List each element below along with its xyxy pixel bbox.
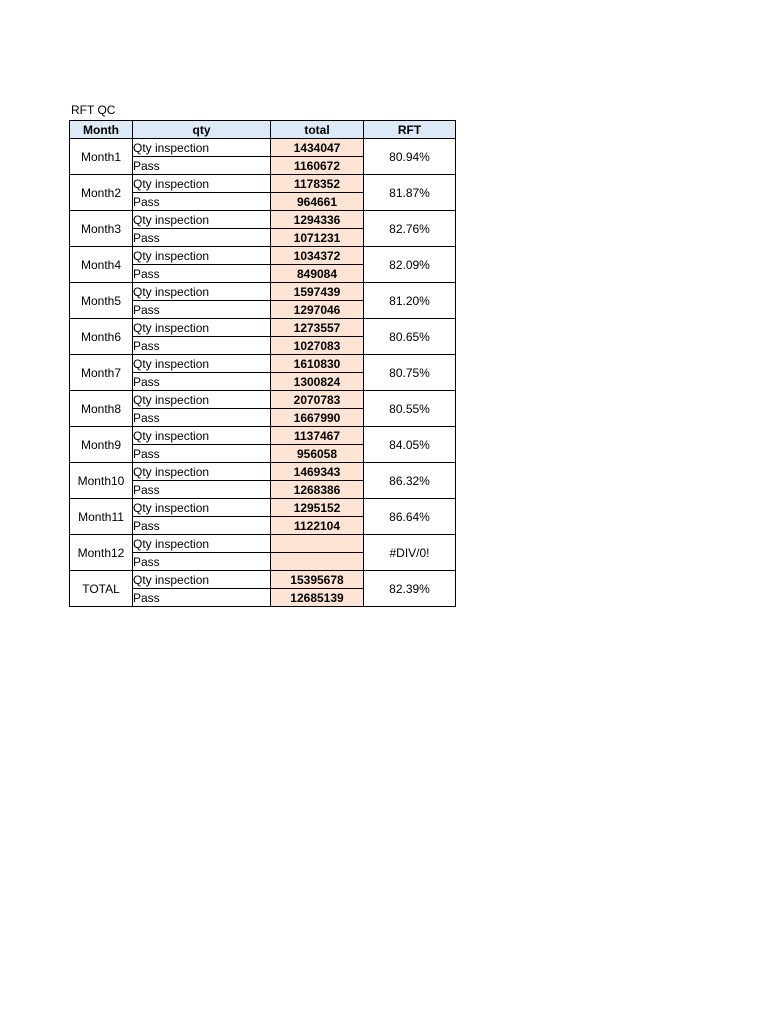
table-row bbox=[70, 319, 456, 337]
cell-rft[interactable]: 82.76% bbox=[364, 211, 456, 247]
cell-pass-label[interactable]: Pass bbox=[133, 301, 271, 319]
cell-rft[interactable]: 80.94% bbox=[364, 139, 456, 175]
cell-qty-total[interactable]: 1597439 bbox=[271, 283, 364, 301]
cell-pass-total[interactable]: 1667990 bbox=[271, 409, 364, 427]
cell-month[interactable]: Month7 bbox=[70, 355, 133, 391]
cell-pass-total[interactable]: 849084 bbox=[271, 265, 364, 283]
cell-qty-label[interactable]: Qty inspection bbox=[133, 427, 271, 445]
cell-rft[interactable]: 84.05% bbox=[364, 427, 456, 463]
table-row bbox=[70, 499, 456, 517]
cell-pass-total[interactable] bbox=[271, 553, 364, 571]
header-month[interactable]: Month bbox=[70, 121, 133, 139]
cell-pass-total[interactable]: 1071231 bbox=[271, 229, 364, 247]
cell-qty-label[interactable]: Qty inspection bbox=[133, 535, 271, 553]
cell-rft[interactable]: 86.64% bbox=[364, 499, 456, 535]
table-row bbox=[70, 535, 456, 553]
cell-rft[interactable]: 80.55% bbox=[364, 391, 456, 427]
cell-pass-total[interactable]: 1297046 bbox=[271, 301, 364, 319]
cell-pass-label[interactable]: Pass bbox=[133, 337, 271, 355]
cell-rft[interactable]: 81.20% bbox=[364, 283, 456, 319]
cell-pass-total[interactable]: 12685139 bbox=[271, 589, 364, 607]
cell-qty-label[interactable]: Qty inspection bbox=[133, 463, 271, 481]
cell-qty-total[interactable]: 1273557 bbox=[271, 319, 364, 337]
header-qty[interactable]: qty bbox=[133, 121, 271, 139]
cell-pass-label[interactable]: Pass bbox=[133, 589, 271, 607]
header-rft[interactable]: RFT bbox=[364, 121, 456, 139]
cell-month[interactable]: Month10 bbox=[70, 463, 133, 499]
cell-month[interactable]: Month11 bbox=[70, 499, 133, 535]
sheet-title: RFT QC bbox=[71, 103, 116, 117]
cell-qty-label[interactable]: Qty inspection bbox=[133, 571, 271, 589]
cell-rft[interactable]: 80.65% bbox=[364, 319, 456, 355]
cell-pass-label[interactable]: Pass bbox=[133, 517, 271, 535]
table-row bbox=[70, 355, 456, 373]
cell-pass-label[interactable]: Pass bbox=[133, 265, 271, 283]
cell-qty-label[interactable]: Qty inspection bbox=[133, 175, 271, 193]
cell-pass-label[interactable]: Pass bbox=[133, 481, 271, 499]
header-row bbox=[70, 121, 456, 139]
cell-month[interactable]: Month2 bbox=[70, 175, 133, 211]
cell-qty-total[interactable]: 2070783 bbox=[271, 391, 364, 409]
table-row bbox=[70, 247, 456, 265]
header-total[interactable]: total bbox=[271, 121, 364, 139]
cell-month[interactable]: Month9 bbox=[70, 427, 133, 463]
cell-month[interactable]: Month1 bbox=[70, 139, 133, 175]
table-body bbox=[70, 139, 456, 607]
table-row bbox=[70, 391, 456, 409]
table-row bbox=[70, 427, 456, 445]
cell-pass-label[interactable]: Pass bbox=[133, 157, 271, 175]
cell-pass-total[interactable]: 956058 bbox=[271, 445, 364, 463]
cell-qty-total[interactable]: 1178352 bbox=[271, 175, 364, 193]
cell-pass-label[interactable]: Pass bbox=[133, 229, 271, 247]
cell-pass-label[interactable]: Pass bbox=[133, 193, 271, 211]
cell-qty-total[interactable]: 15395678 bbox=[271, 571, 364, 589]
cell-rft[interactable]: 81.87% bbox=[364, 175, 456, 211]
table-row bbox=[70, 283, 456, 301]
cell-rft[interactable]: 86.32% bbox=[364, 463, 456, 499]
cell-qty-total[interactable]: 1137467 bbox=[271, 427, 364, 445]
cell-rft[interactable]: 82.39% bbox=[364, 571, 456, 607]
table-row bbox=[70, 175, 456, 193]
cell-month[interactable]: Month6 bbox=[70, 319, 133, 355]
cell-rft[interactable]: 82.09% bbox=[364, 247, 456, 283]
cell-month[interactable]: TOTAL bbox=[70, 571, 133, 607]
cell-pass-total[interactable]: 1268386 bbox=[271, 481, 364, 499]
cell-qty-label[interactable]: Qty inspection bbox=[133, 247, 271, 265]
cell-rft[interactable]: 80.75% bbox=[364, 355, 456, 391]
cell-month[interactable]: Month3 bbox=[70, 211, 133, 247]
table-row bbox=[70, 463, 456, 481]
cell-qty-total[interactable]: 1294336 bbox=[271, 211, 364, 229]
cell-pass-total[interactable]: 1160672 bbox=[271, 157, 364, 175]
cell-pass-label[interactable]: Pass bbox=[133, 409, 271, 427]
cell-qty-label[interactable]: Qty inspection bbox=[133, 139, 271, 157]
table-row bbox=[70, 571, 456, 589]
cell-pass-label[interactable]: Pass bbox=[133, 373, 271, 391]
cell-month[interactable]: Month8 bbox=[70, 391, 133, 427]
cell-month[interactable]: Month5 bbox=[70, 283, 133, 319]
cell-qty-total[interactable]: 1295152 bbox=[271, 499, 364, 517]
cell-rft[interactable]: #DIV/0! bbox=[364, 535, 456, 571]
cell-pass-label[interactable]: Pass bbox=[133, 445, 271, 463]
cell-pass-label[interactable]: Pass bbox=[133, 553, 271, 571]
cell-qty-label[interactable]: Qty inspection bbox=[133, 355, 271, 373]
cell-qty-total[interactable]: 1034372 bbox=[271, 247, 364, 265]
cell-qty-total[interactable]: 1610830 bbox=[271, 355, 364, 373]
cell-qty-total[interactable]: 1434047 bbox=[271, 139, 364, 157]
table-row bbox=[70, 211, 456, 229]
cell-qty-label[interactable]: Qty inspection bbox=[133, 211, 271, 229]
cell-pass-total[interactable]: 1027083 bbox=[271, 337, 364, 355]
rft-table bbox=[69, 120, 456, 607]
cell-qty-label[interactable]: Qty inspection bbox=[133, 319, 271, 337]
cell-qty-label[interactable]: Qty inspection bbox=[133, 391, 271, 409]
cell-qty-label[interactable]: Qty inspection bbox=[133, 499, 271, 517]
cell-pass-total[interactable]: 1300824 bbox=[271, 373, 364, 391]
cell-month[interactable]: Month12 bbox=[70, 535, 133, 571]
cell-month[interactable]: Month4 bbox=[70, 247, 133, 283]
cell-qty-total[interactable] bbox=[271, 535, 364, 553]
cell-pass-total[interactable]: 1122104 bbox=[271, 517, 364, 535]
cell-qty-label[interactable]: Qty inspection bbox=[133, 283, 271, 301]
cell-qty-total[interactable]: 1469343 bbox=[271, 463, 364, 481]
cell-pass-total[interactable]: 964661 bbox=[271, 193, 364, 211]
table-row bbox=[70, 139, 456, 157]
